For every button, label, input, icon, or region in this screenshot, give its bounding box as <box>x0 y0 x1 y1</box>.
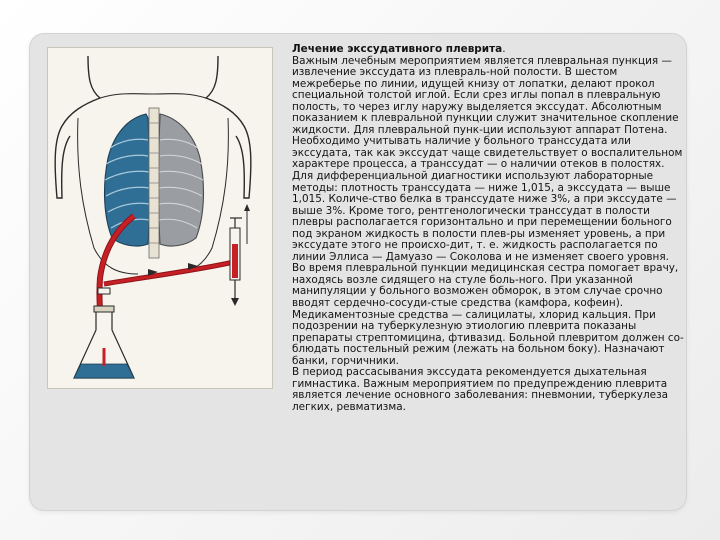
paragraph-prevention: В период рассасывания экссудата рекомендуется дыхательная гимнастика. Важным мероприятием по предупреждению плеврита является лечение основного заболевания: пневмонии, туберкулеза легких, ревматизма. <box>292 366 669 413</box>
article-text <box>292 44 688 414</box>
right-lung <box>159 114 204 246</box>
paragraph-diagnostics: Необходимо учитывать наличие у больного транссудата или экссудата, так как экссудат чаще свидетельствует о воспалительном характере процесса, а транссудат — о наличии отеков в полостях. Для дифференциальной диагностики используют лабораторные методы: плотность транссудата — ниже 1,015, а экссудата — выше 1,015. Количе-ство белка в транссудате ниже 3%, а при экссудате — выше 3%. Кроме того, рентгенологически транссудат в полости плевры располагается горизонтально и при перемещении больного под экраном жидкость в полости плев-ры изменяет уровень, а при экссудате этого не происхо-дит, т. е. жидкость располагается по линии Эллиса — Дамуазо — Соколова и не изменяет своего уровня. <box>292 135 683 263</box>
up-arrow-icon <box>244 204 250 211</box>
article-title-suffix: . <box>502 43 506 55</box>
paragraph-nursing: Во время плевральной пункции медицинская сестра помогает врачу, находясь возле сидящего на стуле боль-ного. При указанной манипуляции у больного возможен обморок, в этом случае срочно вводят сердечно-сосуди-стые средства (камфора, кофеин). Медикаментозные средства — салицилаты, хлорид кальция. При подозрении на туберкулезную этиологию плеврита показаны препараты стрептомицина, фтивазид. Больной плевритом должен со-блюдать постельный режим (лежать на больном боку). Назначают банки, горчичники. <box>292 262 684 367</box>
article-title: Лечение экссудативного плеврита <box>292 43 503 55</box>
article-heading <box>292 44 688 56</box>
pleural-puncture-illustration <box>47 47 273 389</box>
left-lung-effusion <box>105 114 150 246</box>
flask-stopper <box>94 306 114 312</box>
down-arrow-icon <box>231 298 239 306</box>
tube-clamp <box>98 288 110 294</box>
paragraph-puncture: Важным лечебным мероприятием является плевральная пункция — извлечение экссудата из плевраль-ной полости. В шестом межреберье по линии, идущей книзу от лопатки, делают прокол специальной толстой иглой. Если срез иглы попал в плевральную полость, то через иглу наружу выделяется экссудат. Абсолютным показанием к плевральной пункции служит значительное скопление жидкости. Для плевральной пунк-ции используют аппарат Потена. <box>292 54 679 136</box>
pleural-puncture-drawing <box>48 48 272 388</box>
flask-fluid <box>74 364 134 378</box>
